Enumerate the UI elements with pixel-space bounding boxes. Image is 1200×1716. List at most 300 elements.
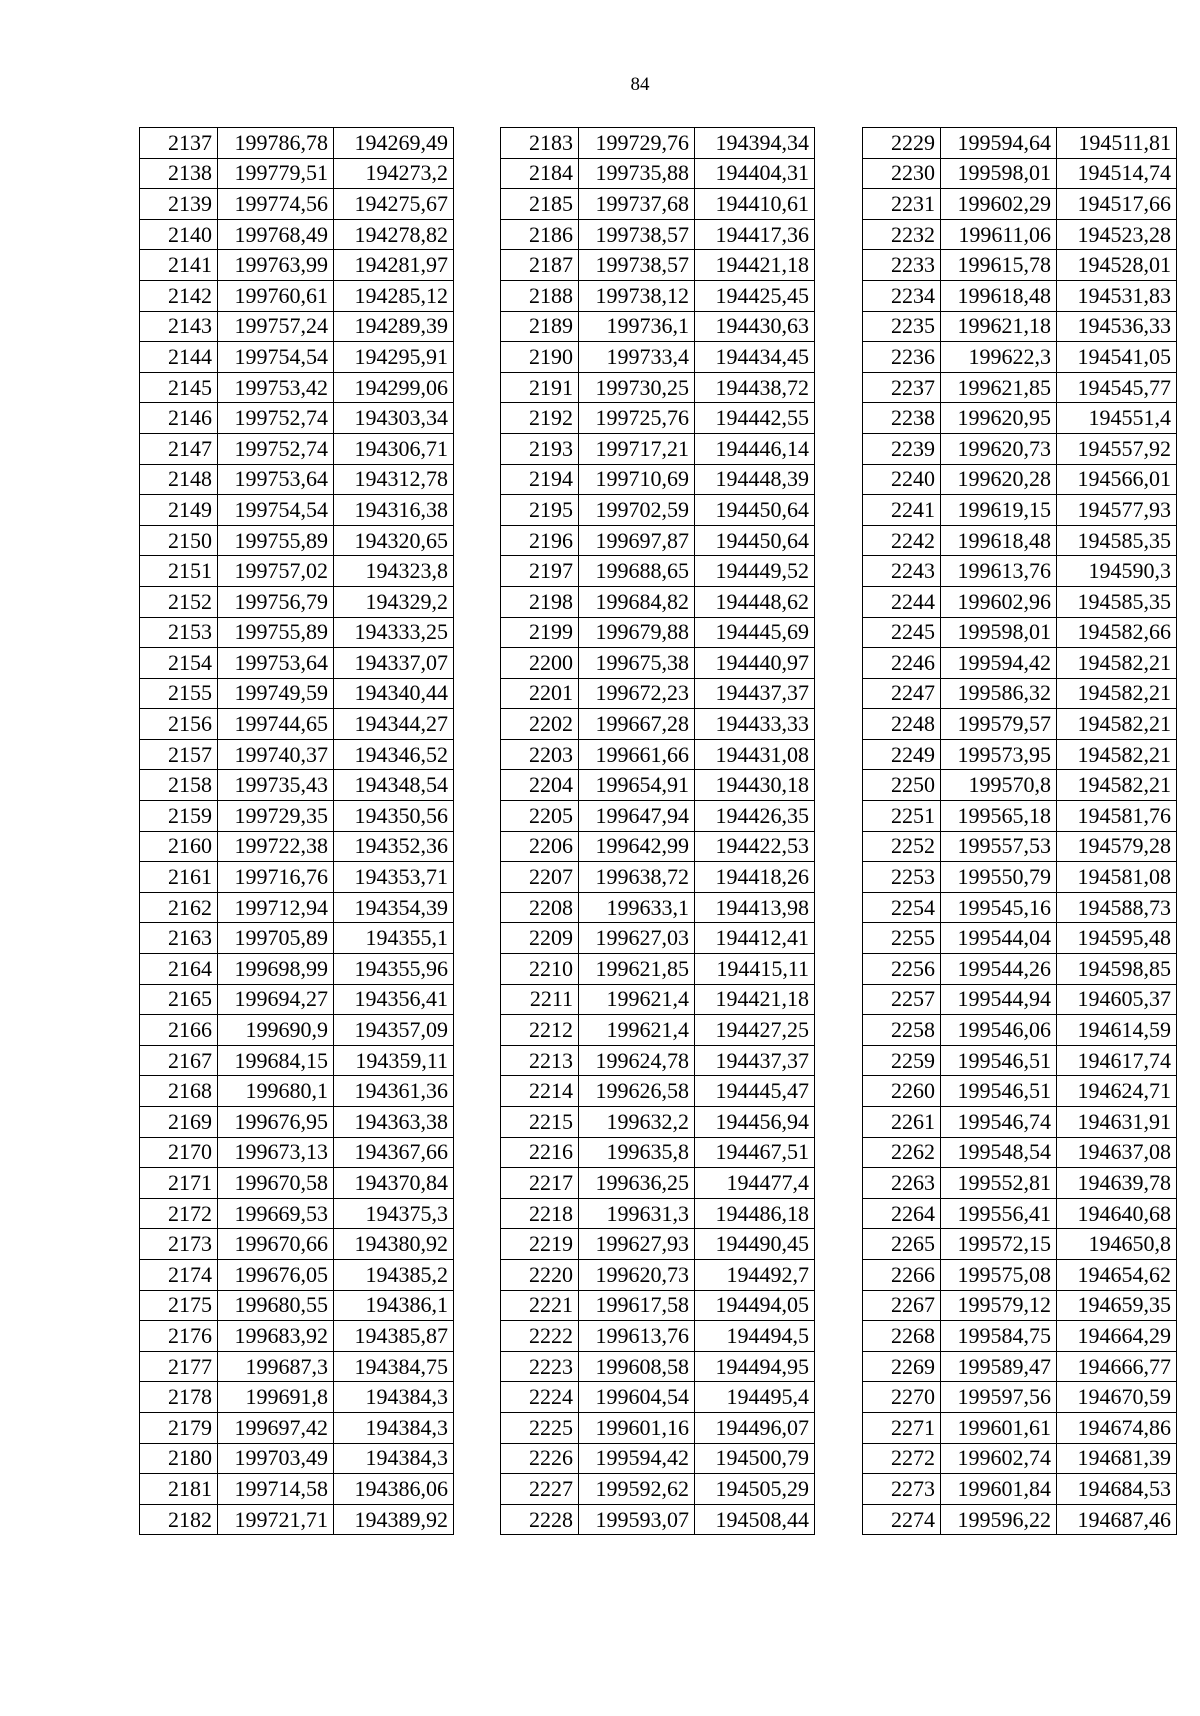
x-coordinate-cell: 199642,99 <box>579 831 695 862</box>
point-number-cell: 2232 <box>863 219 941 250</box>
y-coordinate-cell: 194582,21 <box>1057 709 1177 740</box>
x-coordinate-cell: 199779,51 <box>218 158 334 189</box>
table-row <box>501 831 815 862</box>
y-coordinate-cell: 194386,1 <box>334 1290 454 1321</box>
point-number-cell: 2223 <box>501 1351 579 1382</box>
table-row <box>501 1321 815 1352</box>
y-coordinate-cell: 194624,71 <box>1057 1076 1177 1107</box>
table-row <box>501 1137 815 1168</box>
point-number-cell: 2187 <box>501 250 579 281</box>
table-row <box>863 525 1177 556</box>
x-coordinate-cell: 199621,4 <box>579 1015 695 1046</box>
point-number-cell: 2254 <box>863 892 941 923</box>
x-coordinate-cell: 199627,93 <box>579 1229 695 1260</box>
x-coordinate-cell: 199608,58 <box>579 1351 695 1382</box>
y-coordinate-cell: 194337,07 <box>334 648 454 679</box>
x-coordinate-cell: 199617,58 <box>579 1290 695 1321</box>
table-row <box>140 1229 454 1260</box>
point-number-cell: 2167 <box>140 1045 218 1076</box>
y-coordinate-cell: 194344,27 <box>334 709 454 740</box>
table-row <box>863 1351 1177 1382</box>
point-number-cell: 2211 <box>501 984 579 1015</box>
x-coordinate-cell: 199712,94 <box>218 892 334 923</box>
y-coordinate-cell: 194437,37 <box>695 678 815 709</box>
table-row <box>501 433 815 464</box>
point-number-cell: 2210 <box>501 954 579 985</box>
point-number-cell: 2140 <box>140 219 218 250</box>
y-coordinate-cell: 194617,74 <box>1057 1045 1177 1076</box>
table-row <box>140 770 454 801</box>
table-row <box>863 1015 1177 1046</box>
x-coordinate-cell: 199667,28 <box>579 709 695 740</box>
point-number-cell: 2192 <box>501 403 579 434</box>
point-number-cell: 2189 <box>501 311 579 342</box>
y-coordinate-cell: 194514,74 <box>1057 158 1177 189</box>
point-number-cell: 2248 <box>863 709 941 740</box>
y-coordinate-cell: 194333,25 <box>334 617 454 648</box>
y-coordinate-cell: 194448,62 <box>695 586 815 617</box>
x-coordinate-cell: 199740,37 <box>218 739 334 770</box>
y-coordinate-cell: 194541,05 <box>1057 342 1177 373</box>
table-row <box>863 1076 1177 1107</box>
y-coordinate-cell: 194273,2 <box>334 158 454 189</box>
table-row <box>501 1382 815 1413</box>
table-row <box>863 1045 1177 1076</box>
y-coordinate-cell: 194433,33 <box>695 709 815 740</box>
x-coordinate-cell: 199638,72 <box>579 862 695 893</box>
y-coordinate-cell: 194614,59 <box>1057 1015 1177 1046</box>
point-number-cell: 2197 <box>501 556 579 587</box>
y-coordinate-cell: 194450,64 <box>695 495 815 526</box>
point-number-cell: 2273 <box>863 1474 941 1505</box>
x-coordinate-cell: 199618,48 <box>941 280 1057 311</box>
table-row <box>863 1137 1177 1168</box>
y-coordinate-cell: 194639,78 <box>1057 1168 1177 1199</box>
x-coordinate-cell: 199613,76 <box>941 556 1057 587</box>
y-coordinate-cell: 194579,28 <box>1057 831 1177 862</box>
point-number-cell: 2200 <box>501 648 579 679</box>
x-coordinate-cell: 199753,64 <box>218 464 334 495</box>
x-coordinate-cell: 199598,01 <box>941 617 1057 648</box>
table-row <box>863 923 1177 954</box>
point-number-cell: 2239 <box>863 433 941 464</box>
y-coordinate-cell: 194442,55 <box>695 403 815 434</box>
x-coordinate-cell: 199676,05 <box>218 1259 334 1290</box>
x-coordinate-cell: 199573,95 <box>941 739 1057 770</box>
y-coordinate-cell: 194582,21 <box>1057 739 1177 770</box>
page-number: 84 <box>630 74 650 95</box>
y-coordinate-cell: 194681,39 <box>1057 1443 1177 1474</box>
point-number-cell: 2222 <box>501 1321 579 1352</box>
table-row <box>140 1351 454 1382</box>
x-coordinate-cell: 199755,89 <box>218 525 334 556</box>
y-coordinate-cell: 194380,92 <box>334 1229 454 1260</box>
y-coordinate-cell: 194505,29 <box>695 1474 815 1505</box>
x-coordinate-cell: 199544,26 <box>941 954 1057 985</box>
y-coordinate-cell: 194421,18 <box>695 250 815 281</box>
y-coordinate-cell: 194496,07 <box>695 1412 815 1443</box>
y-coordinate-cell: 194440,97 <box>695 648 815 679</box>
point-number-cell: 2257 <box>863 984 941 1015</box>
x-coordinate-cell: 199749,59 <box>218 678 334 709</box>
y-coordinate-cell: 194415,11 <box>695 954 815 985</box>
table-row <box>501 464 815 495</box>
point-number-cell: 2181 <box>140 1474 218 1505</box>
point-number-cell: 2156 <box>140 709 218 740</box>
x-coordinate-cell: 199694,27 <box>218 984 334 1015</box>
table-row <box>140 678 454 709</box>
table-row <box>501 1290 815 1321</box>
table-row <box>863 1107 1177 1138</box>
y-coordinate-cell: 194418,26 <box>695 862 815 893</box>
table-row <box>140 1504 454 1535</box>
y-coordinate-cell: 194299,06 <box>334 372 454 403</box>
table-row <box>863 403 1177 434</box>
table-row <box>140 1015 454 1046</box>
table-row <box>501 678 815 709</box>
y-coordinate-cell: 194384,3 <box>334 1382 454 1413</box>
point-number-cell: 2144 <box>140 342 218 373</box>
point-number-cell: 2150 <box>140 525 218 556</box>
x-coordinate-cell: 199546,51 <box>941 1076 1057 1107</box>
y-coordinate-cell: 194582,66 <box>1057 617 1177 648</box>
table-row <box>140 1137 454 1168</box>
x-coordinate-cell: 199546,06 <box>941 1015 1057 1046</box>
table-row <box>863 1168 1177 1199</box>
x-coordinate-cell: 199604,54 <box>579 1382 695 1413</box>
point-number-cell: 2237 <box>863 372 941 403</box>
y-coordinate-cell: 194445,69 <box>695 617 815 648</box>
table-row <box>140 617 454 648</box>
point-number-cell: 2194 <box>501 464 579 495</box>
x-coordinate-cell: 199619,15 <box>941 495 1057 526</box>
y-coordinate-cell: 194581,76 <box>1057 801 1177 832</box>
x-coordinate-cell: 199725,76 <box>579 403 695 434</box>
table-row <box>501 525 815 556</box>
x-coordinate-cell: 199752,74 <box>218 403 334 434</box>
point-number-cell: 2268 <box>863 1321 941 1352</box>
x-coordinate-cell: 199636,25 <box>579 1168 695 1199</box>
table-row <box>140 250 454 281</box>
table-row <box>140 342 454 373</box>
point-number-cell: 2216 <box>501 1137 579 1168</box>
table-row <box>140 464 454 495</box>
y-coordinate-cell: 194289,39 <box>334 311 454 342</box>
table-row <box>501 892 815 923</box>
table-row <box>501 1168 815 1199</box>
point-number-cell: 2264 <box>863 1198 941 1229</box>
table-row <box>863 709 1177 740</box>
table-row <box>140 984 454 1015</box>
point-number-cell: 2201 <box>501 678 579 709</box>
table-row <box>501 311 815 342</box>
point-number-cell: 2220 <box>501 1259 579 1290</box>
x-coordinate-cell: 199691,8 <box>218 1382 334 1413</box>
y-coordinate-cell: 194588,73 <box>1057 892 1177 923</box>
x-coordinate-cell: 199620,95 <box>941 403 1057 434</box>
y-coordinate-cell: 194425,45 <box>695 280 815 311</box>
x-coordinate-cell: 199548,54 <box>941 1137 1057 1168</box>
x-coordinate-cell: 199676,95 <box>218 1107 334 1138</box>
x-coordinate-cell: 199647,94 <box>579 801 695 832</box>
point-number-cell: 2250 <box>863 770 941 801</box>
y-coordinate-cell: 194316,38 <box>334 495 454 526</box>
table-row <box>863 954 1177 985</box>
x-coordinate-cell: 199756,79 <box>218 586 334 617</box>
point-number-cell: 2184 <box>501 158 579 189</box>
point-number-cell: 2196 <box>501 525 579 556</box>
y-coordinate-cell: 194340,44 <box>334 678 454 709</box>
point-number-cell: 2256 <box>863 954 941 985</box>
x-coordinate-cell: 199579,12 <box>941 1290 1057 1321</box>
point-number-cell: 2141 <box>140 250 218 281</box>
y-coordinate-cell: 194320,65 <box>334 525 454 556</box>
table-row <box>501 1076 815 1107</box>
x-coordinate-cell: 199654,91 <box>579 770 695 801</box>
table-row <box>140 1168 454 1199</box>
x-coordinate-cell: 199620,28 <box>941 464 1057 495</box>
y-coordinate-cell: 194421,18 <box>695 984 815 1015</box>
table-row <box>140 648 454 679</box>
y-coordinate-cell: 194323,8 <box>334 556 454 587</box>
y-coordinate-cell: 194385,87 <box>334 1321 454 1352</box>
y-coordinate-cell: 194674,86 <box>1057 1412 1177 1443</box>
point-number-cell: 2253 <box>863 862 941 893</box>
y-coordinate-cell: 194495,4 <box>695 1382 815 1413</box>
x-coordinate-cell: 199592,62 <box>579 1474 695 1505</box>
y-coordinate-cell: 194640,68 <box>1057 1198 1177 1229</box>
point-number-cell: 2226 <box>501 1443 579 1474</box>
table-row <box>140 219 454 250</box>
y-coordinate-cell: 194450,64 <box>695 525 815 556</box>
x-coordinate-cell: 199594,42 <box>941 648 1057 679</box>
point-number-cell: 2213 <box>501 1045 579 1076</box>
y-coordinate-cell: 194577,93 <box>1057 495 1177 526</box>
table-row <box>140 1045 454 1076</box>
y-coordinate-cell: 194511,81 <box>1057 128 1177 159</box>
y-coordinate-cell: 194430,63 <box>695 311 815 342</box>
point-number-cell: 2246 <box>863 648 941 679</box>
point-number-cell: 2218 <box>501 1198 579 1229</box>
point-number-cell: 2148 <box>140 464 218 495</box>
x-coordinate-cell: 199679,88 <box>579 617 695 648</box>
x-coordinate-cell: 199627,03 <box>579 923 695 954</box>
point-number-cell: 2244 <box>863 586 941 617</box>
y-coordinate-cell: 194375,3 <box>334 1198 454 1229</box>
x-coordinate-cell: 199620,73 <box>579 1259 695 1290</box>
table-row <box>140 801 454 832</box>
point-number-cell: 2208 <box>501 892 579 923</box>
y-coordinate-cell: 194437,37 <box>695 1045 815 1076</box>
x-coordinate-cell: 199544,04 <box>941 923 1057 954</box>
y-coordinate-cell: 194582,21 <box>1057 648 1177 679</box>
y-coordinate-cell: 194385,2 <box>334 1259 454 1290</box>
point-number-cell: 2147 <box>140 433 218 464</box>
point-number-cell: 2265 <box>863 1229 941 1260</box>
x-coordinate-cell: 199752,74 <box>218 433 334 464</box>
point-number-cell: 2203 <box>501 739 579 770</box>
y-coordinate-cell: 194389,92 <box>334 1504 454 1535</box>
y-coordinate-cell: 194448,39 <box>695 464 815 495</box>
point-number-cell: 2185 <box>501 189 579 220</box>
y-coordinate-cell: 194490,45 <box>695 1229 815 1260</box>
point-number-cell: 2271 <box>863 1412 941 1443</box>
x-coordinate-cell: 199601,61 <box>941 1412 1057 1443</box>
x-coordinate-cell: 199717,21 <box>579 433 695 464</box>
y-coordinate-cell: 194353,71 <box>334 862 454 893</box>
point-number-cell: 2204 <box>501 770 579 801</box>
table-row <box>863 372 1177 403</box>
table-row <box>140 403 454 434</box>
x-coordinate-cell: 199584,75 <box>941 1321 1057 1352</box>
table-row <box>501 862 815 893</box>
table-row <box>140 311 454 342</box>
point-number-cell: 2160 <box>140 831 218 862</box>
table-row <box>501 709 815 740</box>
table-row <box>863 158 1177 189</box>
table-row <box>863 1443 1177 1474</box>
x-coordinate-cell: 199738,12 <box>579 280 695 311</box>
table-row <box>863 1290 1177 1321</box>
point-number-cell: 2259 <box>863 1045 941 1076</box>
point-number-cell: 2199 <box>501 617 579 648</box>
table-row <box>140 739 454 770</box>
x-coordinate-cell: 199757,24 <box>218 311 334 342</box>
table-row <box>863 464 1177 495</box>
point-number-cell: 2193 <box>501 433 579 464</box>
y-coordinate-cell: 194352,36 <box>334 831 454 862</box>
table-row <box>140 556 454 587</box>
y-coordinate-cell: 194355,1 <box>334 923 454 954</box>
table-row <box>501 1259 815 1290</box>
point-number-cell: 2262 <box>863 1137 941 1168</box>
table-row <box>863 128 1177 159</box>
point-number-cell: 2191 <box>501 372 579 403</box>
y-coordinate-cell: 194413,98 <box>695 892 815 923</box>
x-coordinate-cell: 199626,58 <box>579 1076 695 1107</box>
table-row <box>501 801 815 832</box>
table-row <box>863 1321 1177 1352</box>
y-coordinate-cell: 194585,35 <box>1057 586 1177 617</box>
point-number-cell: 2247 <box>863 678 941 709</box>
x-coordinate-cell: 199755,89 <box>218 617 334 648</box>
y-coordinate-cell: 194431,08 <box>695 739 815 770</box>
y-coordinate-cell: 194312,78 <box>334 464 454 495</box>
table-row <box>501 128 815 159</box>
y-coordinate-cell: 194329,2 <box>334 586 454 617</box>
x-coordinate-cell: 199594,64 <box>941 128 1057 159</box>
x-coordinate-cell: 199735,43 <box>218 770 334 801</box>
x-coordinate-cell: 199753,42 <box>218 372 334 403</box>
y-coordinate-cell: 194356,41 <box>334 984 454 1015</box>
point-number-cell: 2240 <box>863 464 941 495</box>
x-coordinate-cell: 199705,89 <box>218 923 334 954</box>
point-number-cell: 2153 <box>140 617 218 648</box>
table-row <box>863 892 1177 923</box>
point-number-cell: 2238 <box>863 403 941 434</box>
point-number-cell: 2231 <box>863 189 941 220</box>
y-coordinate-cell: 194384,3 <box>334 1443 454 1474</box>
table-row <box>501 1045 815 1076</box>
table-row <box>140 709 454 740</box>
y-coordinate-cell: 194410,61 <box>695 189 815 220</box>
table-row <box>863 433 1177 464</box>
table-row <box>863 984 1177 1015</box>
x-coordinate-cell: 199601,16 <box>579 1412 695 1443</box>
y-coordinate-cell: 194545,77 <box>1057 372 1177 403</box>
table-row <box>863 219 1177 250</box>
x-coordinate-cell: 199757,02 <box>218 556 334 587</box>
table-row <box>501 1107 815 1138</box>
y-coordinate-cell: 194295,91 <box>334 342 454 373</box>
x-coordinate-cell: 199729,35 <box>218 801 334 832</box>
table-row <box>140 1107 454 1138</box>
y-coordinate-cell: 194456,94 <box>695 1107 815 1138</box>
x-coordinate-cell: 199620,73 <box>941 433 1057 464</box>
x-coordinate-cell: 199622,3 <box>941 342 1057 373</box>
point-number-cell: 2270 <box>863 1382 941 1413</box>
x-coordinate-cell: 199545,16 <box>941 892 1057 923</box>
x-coordinate-cell: 199579,57 <box>941 709 1057 740</box>
point-number-cell: 2162 <box>140 892 218 923</box>
x-coordinate-cell: 199602,29 <box>941 189 1057 220</box>
table-row <box>140 1382 454 1413</box>
x-coordinate-cell: 199697,87 <box>579 525 695 556</box>
x-coordinate-cell: 199575,08 <box>941 1259 1057 1290</box>
y-coordinate-cell: 194508,44 <box>695 1504 815 1535</box>
point-number-cell: 2169 <box>140 1107 218 1138</box>
point-number-cell: 2142 <box>140 280 218 311</box>
point-number-cell: 2272 <box>863 1443 941 1474</box>
table-row <box>140 128 454 159</box>
table-row <box>501 556 815 587</box>
point-number-cell: 2266 <box>863 1259 941 1290</box>
y-coordinate-cell: 194449,52 <box>695 556 815 587</box>
coordinate-table-3 <box>862 127 1177 1535</box>
table-row <box>140 1076 454 1107</box>
y-coordinate-cell: 194438,72 <box>695 372 815 403</box>
point-number-cell: 2179 <box>140 1412 218 1443</box>
point-number-cell: 2206 <box>501 831 579 862</box>
x-coordinate-cell: 199672,23 <box>579 678 695 709</box>
point-number-cell: 2209 <box>501 923 579 954</box>
table-row <box>863 862 1177 893</box>
y-coordinate-cell: 194359,11 <box>334 1045 454 1076</box>
point-number-cell: 2255 <box>863 923 941 954</box>
y-coordinate-cell: 194494,05 <box>695 1290 815 1321</box>
x-coordinate-cell: 199738,57 <box>579 219 695 250</box>
x-coordinate-cell: 199633,1 <box>579 892 695 923</box>
table-row <box>501 1412 815 1443</box>
x-coordinate-cell: 199760,61 <box>218 280 334 311</box>
y-coordinate-cell: 194670,59 <box>1057 1382 1177 1413</box>
table-row <box>140 862 454 893</box>
point-number-cell: 2165 <box>140 984 218 1015</box>
y-coordinate-cell: 194285,12 <box>334 280 454 311</box>
y-coordinate-cell: 194582,21 <box>1057 678 1177 709</box>
table-row <box>140 1443 454 1474</box>
x-coordinate-cell: 199687,3 <box>218 1351 334 1382</box>
point-number-cell: 2175 <box>140 1290 218 1321</box>
point-number-cell: 2171 <box>140 1168 218 1199</box>
x-coordinate-cell: 199546,51 <box>941 1045 1057 1076</box>
point-number-cell: 2163 <box>140 923 218 954</box>
y-coordinate-cell: 194417,36 <box>695 219 815 250</box>
y-coordinate-cell: 194370,84 <box>334 1168 454 1199</box>
y-coordinate-cell: 194528,01 <box>1057 250 1177 281</box>
table-row <box>501 739 815 770</box>
x-coordinate-cell: 199621,18 <box>941 311 1057 342</box>
